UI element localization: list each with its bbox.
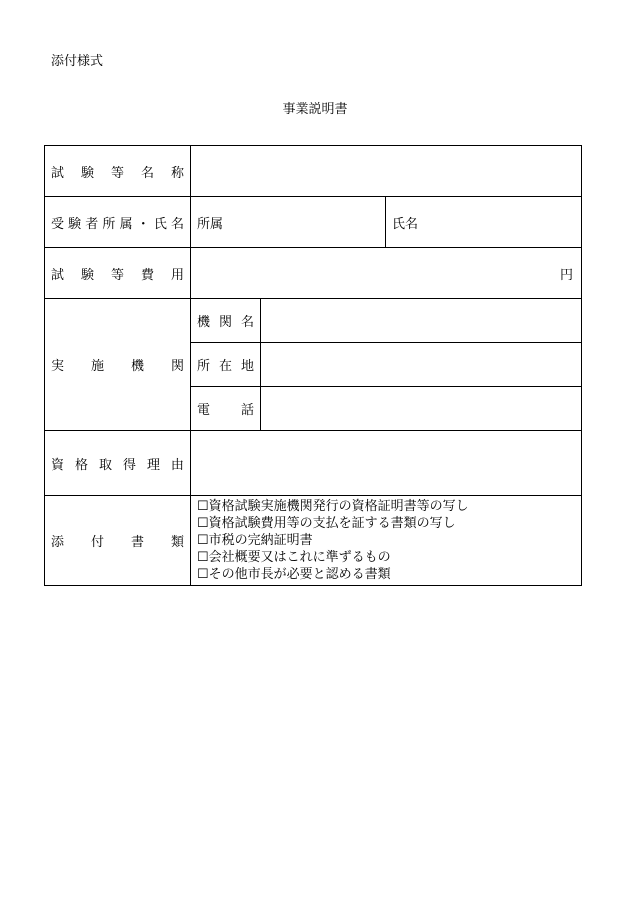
phone-field[interactable] — [261, 387, 582, 431]
attachment-item-company-profile[interactable]: ☐会社概要又はこれに準ずるもの — [197, 550, 391, 565]
reason-field[interactable] — [191, 431, 582, 496]
yen-unit: 円 — [560, 267, 574, 283]
name-field[interactable] — [386, 197, 582, 248]
attachments-checklist — [191, 496, 582, 586]
annex-label: 添付様式 — [51, 54, 104, 69]
label-attachments: 添 付 書 類 — [45, 496, 191, 586]
attachment-item-payment-proof[interactable]: ☐資格試験費用等の支払を証する書類の写し — [197, 516, 456, 531]
org-name-field[interactable] — [261, 299, 582, 343]
label-org-name: 機 関 名 — [191, 299, 261, 343]
row-examinee — [45, 197, 582, 248]
row-attachments — [45, 496, 582, 586]
label-phone: 電 話 — [191, 387, 261, 431]
attachment-item-tax-certificate[interactable]: ☐市税の完納証明書 — [197, 533, 313, 548]
row-exam-cost — [45, 248, 582, 299]
label-examinee: 受 験 者 所 属 ・ 氏 名 — [45, 197, 191, 248]
affiliation-field[interactable] — [191, 197, 386, 248]
label-exam-cost: 試 験 等 費 用 — [45, 248, 191, 299]
affiliation-label: 所属 — [197, 216, 224, 232]
label-address: 所 在 地 — [191, 343, 261, 387]
attachment-item-certificate[interactable]: ☐資格試験実施機関発行の資格証明書等の写し — [197, 499, 469, 514]
exam-cost-field[interactable] — [191, 248, 582, 299]
document-title: 事業説明書 — [282, 102, 348, 117]
row-institution-name — [45, 299, 582, 343]
row-exam-name — [45, 146, 582, 197]
address-field[interactable] — [261, 343, 582, 387]
label-reason: 資 格 取 得 理 由 — [45, 431, 191, 496]
label-exam-name: 試 験 等 名 称 — [45, 146, 191, 197]
row-reason — [45, 431, 582, 496]
label-institution: 実 施 機 関 — [45, 299, 191, 431]
business-description-form — [44, 145, 582, 586]
attachment-item-other[interactable]: ☐その他市長が必要と認める書類 — [197, 567, 391, 582]
name-label: 氏名 — [392, 216, 419, 232]
exam-name-field[interactable] — [191, 146, 582, 197]
